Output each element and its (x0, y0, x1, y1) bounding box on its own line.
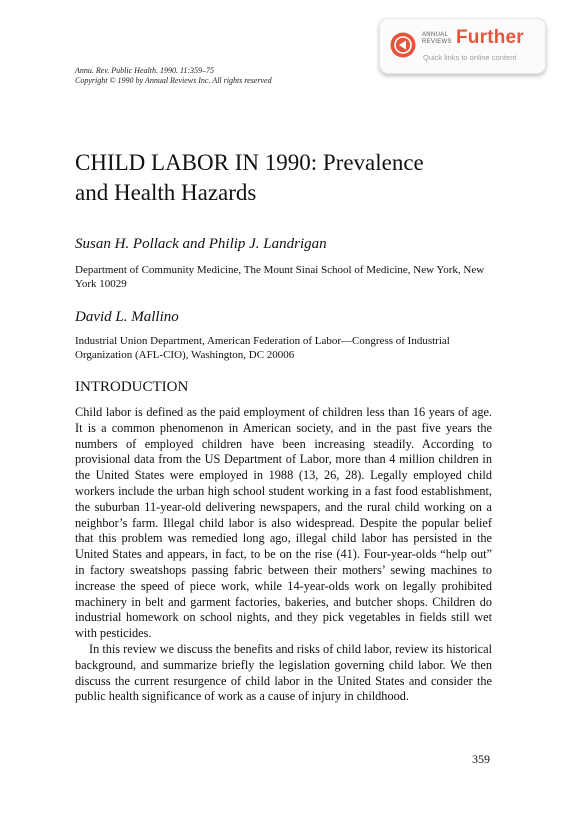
author-affiliation-1: Department of Community Medicine, The Mount Sinai School of Medicine, New York, New York 10029 (75, 264, 485, 290)
play-back-icon (390, 32, 416, 58)
title-line-2: and Health Hazards (75, 180, 257, 205)
copyright-line: Copyright © 1990 by Annual Reviews Inc. All rights reserved (75, 76, 272, 85)
further-badge[interactable] (379, 18, 546, 74)
paragraph: Child labor is defined as the paid employment of children less than 16 years of age. It is a common phenomenon in American society, and in the past five years the numbers of employed children have been increasing steadily. According to provisional data from the US Department of Labor, more than 4 million children in the United States were employed in 1988 (13, 26, 28). Legally employed child workers include the urban high school student working in a fast food establishment, the suburban 11-year-old delivering newspapers, and the rural child working on a neighbor’s farm. Illegal child labor is also widespread. Despite the popular belief that this problem was remedied long ago, illegal child labor has persisted in the United States and appears, in fact, to be on the rise (41). Four-year-olds “help out” in factory sweatshops passing fabric between their mothers’ sewing machines to increase the speed of piece work, while 14-year-olds work on legally prohibited machinery in belt and garment factories, bakeries, and butcher shops. Children do industrial homework on school nights, and they pick vegetables in fields still wet with pesticides. (75, 405, 492, 641)
journal-citation (75, 66, 272, 86)
section-body (75, 405, 492, 705)
further-subtitle: Quick links to online content (423, 53, 517, 62)
author-affiliation-2: Industrial Union Department, American Federation of Labor—Congress of Industrial Organization (AFL-CIO), Washington, DC 20006 (75, 335, 450, 361)
author-names-1: Susan H. Pollack and Philip J. Landrigan (75, 236, 327, 252)
further-label: Further (456, 27, 524, 48)
page-number: 359 (472, 752, 490, 766)
article-title (75, 148, 495, 208)
section-heading: INTRODUCTION (75, 379, 189, 395)
title-line-1: CHILD LABOR IN 1990: Prevalence (75, 150, 424, 175)
paragraph: In this review we discuss the benefits and risks of child labor, review its historical background, and summarize briefly the legislation governing child labor. We then discuss the current resurgence of child labor in the United States and consider the public health significance of work as a cause of injury in childhood. (75, 641, 492, 704)
citation-line: Annu. Rev. Public Health. 1990. 11:359–75 (75, 66, 215, 75)
annual-reviews-logo-text: ANNUAL REVIEWS (422, 32, 452, 45)
author-names-2: David L. Mallino (75, 309, 179, 325)
